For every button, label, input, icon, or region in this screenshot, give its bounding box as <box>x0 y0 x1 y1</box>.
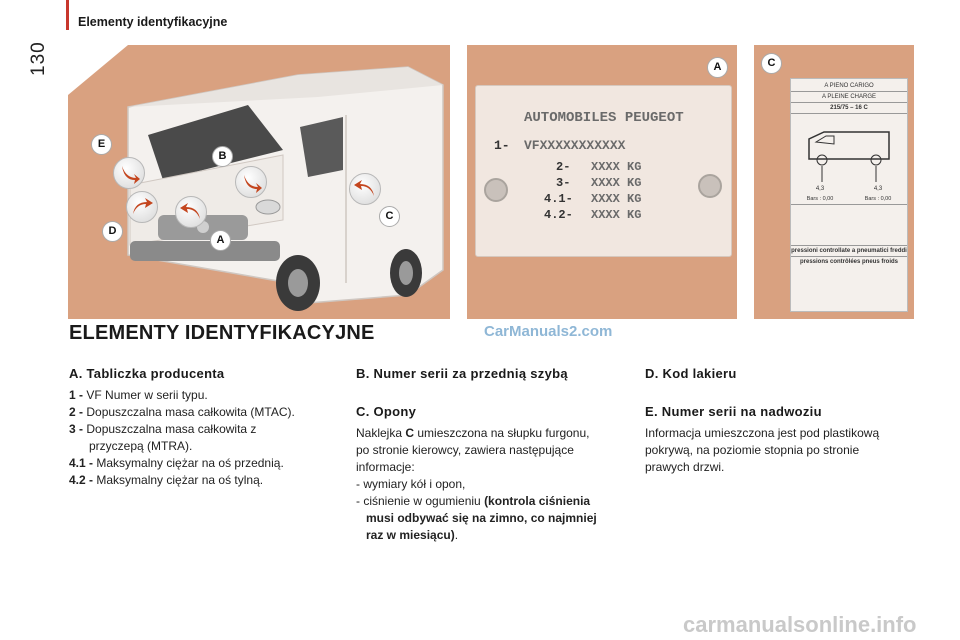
section-e <box>645 404 925 476</box>
plate-brand: AUTOMOBILES PEUGEOT <box>524 110 684 126</box>
rivet-icon <box>484 178 508 202</box>
plate-row-value: XXXX KG <box>591 192 642 206</box>
section-e-heading: E. Numer serii na nadwoziu <box>645 404 822 419</box>
plate-row-value: XXXX KG <box>591 176 642 190</box>
list-item: przyczepą (MTRA). <box>89 439 193 453</box>
watermark-top: CarManuals2.com <box>484 323 613 340</box>
section-d-heading: D. Kod lakieru <box>645 366 737 381</box>
tire-label-line1: A PIENO CARIGO <box>791 79 907 92</box>
tire-label-line2: A PLEINE CHARGE <box>791 92 907 103</box>
page-number: 130 <box>28 41 49 76</box>
plate-row-number: 4.2- <box>544 208 573 222</box>
arrow-up-left-icon <box>175 196 207 228</box>
callout-d: D <box>102 221 123 242</box>
arrow-down-right-icon <box>113 157 145 189</box>
callout-e: E <box>91 134 112 155</box>
plate-row-value: XXXX KG <box>591 160 642 174</box>
section-a <box>69 366 339 489</box>
tire-front-bar: Bars : 0,00 <box>806 196 834 202</box>
callout-a: A <box>210 230 231 251</box>
callout-c: C <box>379 206 400 227</box>
van-illustration-panel <box>68 45 450 319</box>
tire-size: 215/75 – 16 C <box>791 103 907 114</box>
arrow-down-right-icon <box>235 166 267 198</box>
manufacturer-plate <box>475 85 732 257</box>
plate-row-value: XXXX KG <box>591 208 642 222</box>
section-c <box>356 404 636 544</box>
watermark-bottom: carmanualsonline.info <box>683 612 917 637</box>
tire-label-blank <box>791 205 907 246</box>
header-accent-bar <box>66 0 69 30</box>
section-c-heading: C. Opony <box>356 404 417 419</box>
section-a-heading: A. Tabliczka producenta <box>69 366 225 381</box>
section-c-text: Naklejka C umieszczona na słupku furgonu, po stronie kierowcy, zawiera następujące informacje: - wymiary kół i opon, - ciśnienie w ogumieniu (kontrola ciśnienia musi odbywać się na zimno, co najmniej raz w miesiącu). <box>356 426 597 542</box>
page-title: ELEMENTY IDENTYFIKACYJNE <box>69 322 375 344</box>
section-a-list <box>69 387 339 489</box>
section-b-heading: B. Numer serii za przednią szybą <box>356 366 568 381</box>
list-item: 2 - Dopuszczalna masa całkowita (MTAC). <box>69 405 295 419</box>
tire-label-foot1: pressioni controllate a pneumatici freddi <box>791 246 907 257</box>
tire-rear-bar: Bars : 0,00 <box>864 196 892 202</box>
list-item: 4.1 - Maksymalny ciężar na oś przednią. <box>69 456 284 470</box>
section-e-text: Informacja umieszczona jest pod plastikową pokrywą, na poziomie stopnia po stronie prawych drzwi. <box>645 426 880 474</box>
list-item: 3 - Dopuszczalna masa całkowita z <box>69 422 257 436</box>
plate-row-number: 2- <box>556 160 571 174</box>
tire-rear-pressure: 4,3 <box>873 186 883 192</box>
plate-line1-value: VFXXXXXXXXXXX <box>524 138 626 153</box>
tire-front-pressure: 4,3 <box>815 186 825 192</box>
tire-label-foot2: pressions contrôlées pneus froids <box>799 259 899 265</box>
rivet-icon <box>698 174 722 198</box>
plate-row-number: 4.1- <box>544 192 573 206</box>
callout-plate-a: A <box>707 57 728 78</box>
arrow-up-right-icon <box>126 191 158 223</box>
van-silhouette-icon <box>794 114 904 184</box>
callout-card-c: C <box>761 53 782 74</box>
plate-row-number: 3- <box>556 176 571 190</box>
plate-line1-number: 1- <box>494 138 510 153</box>
tire-pressure-label <box>790 78 908 312</box>
header-title: Elementy identyfikacyjne <box>78 15 228 29</box>
callout-b: B <box>212 146 233 167</box>
arrow-up-left-icon <box>349 173 381 205</box>
list-item: 4.2 - Maksymalny ciężar na oś tylną. <box>69 473 264 487</box>
list-item: 1 - VF Numer w serii typu. <box>69 388 208 402</box>
